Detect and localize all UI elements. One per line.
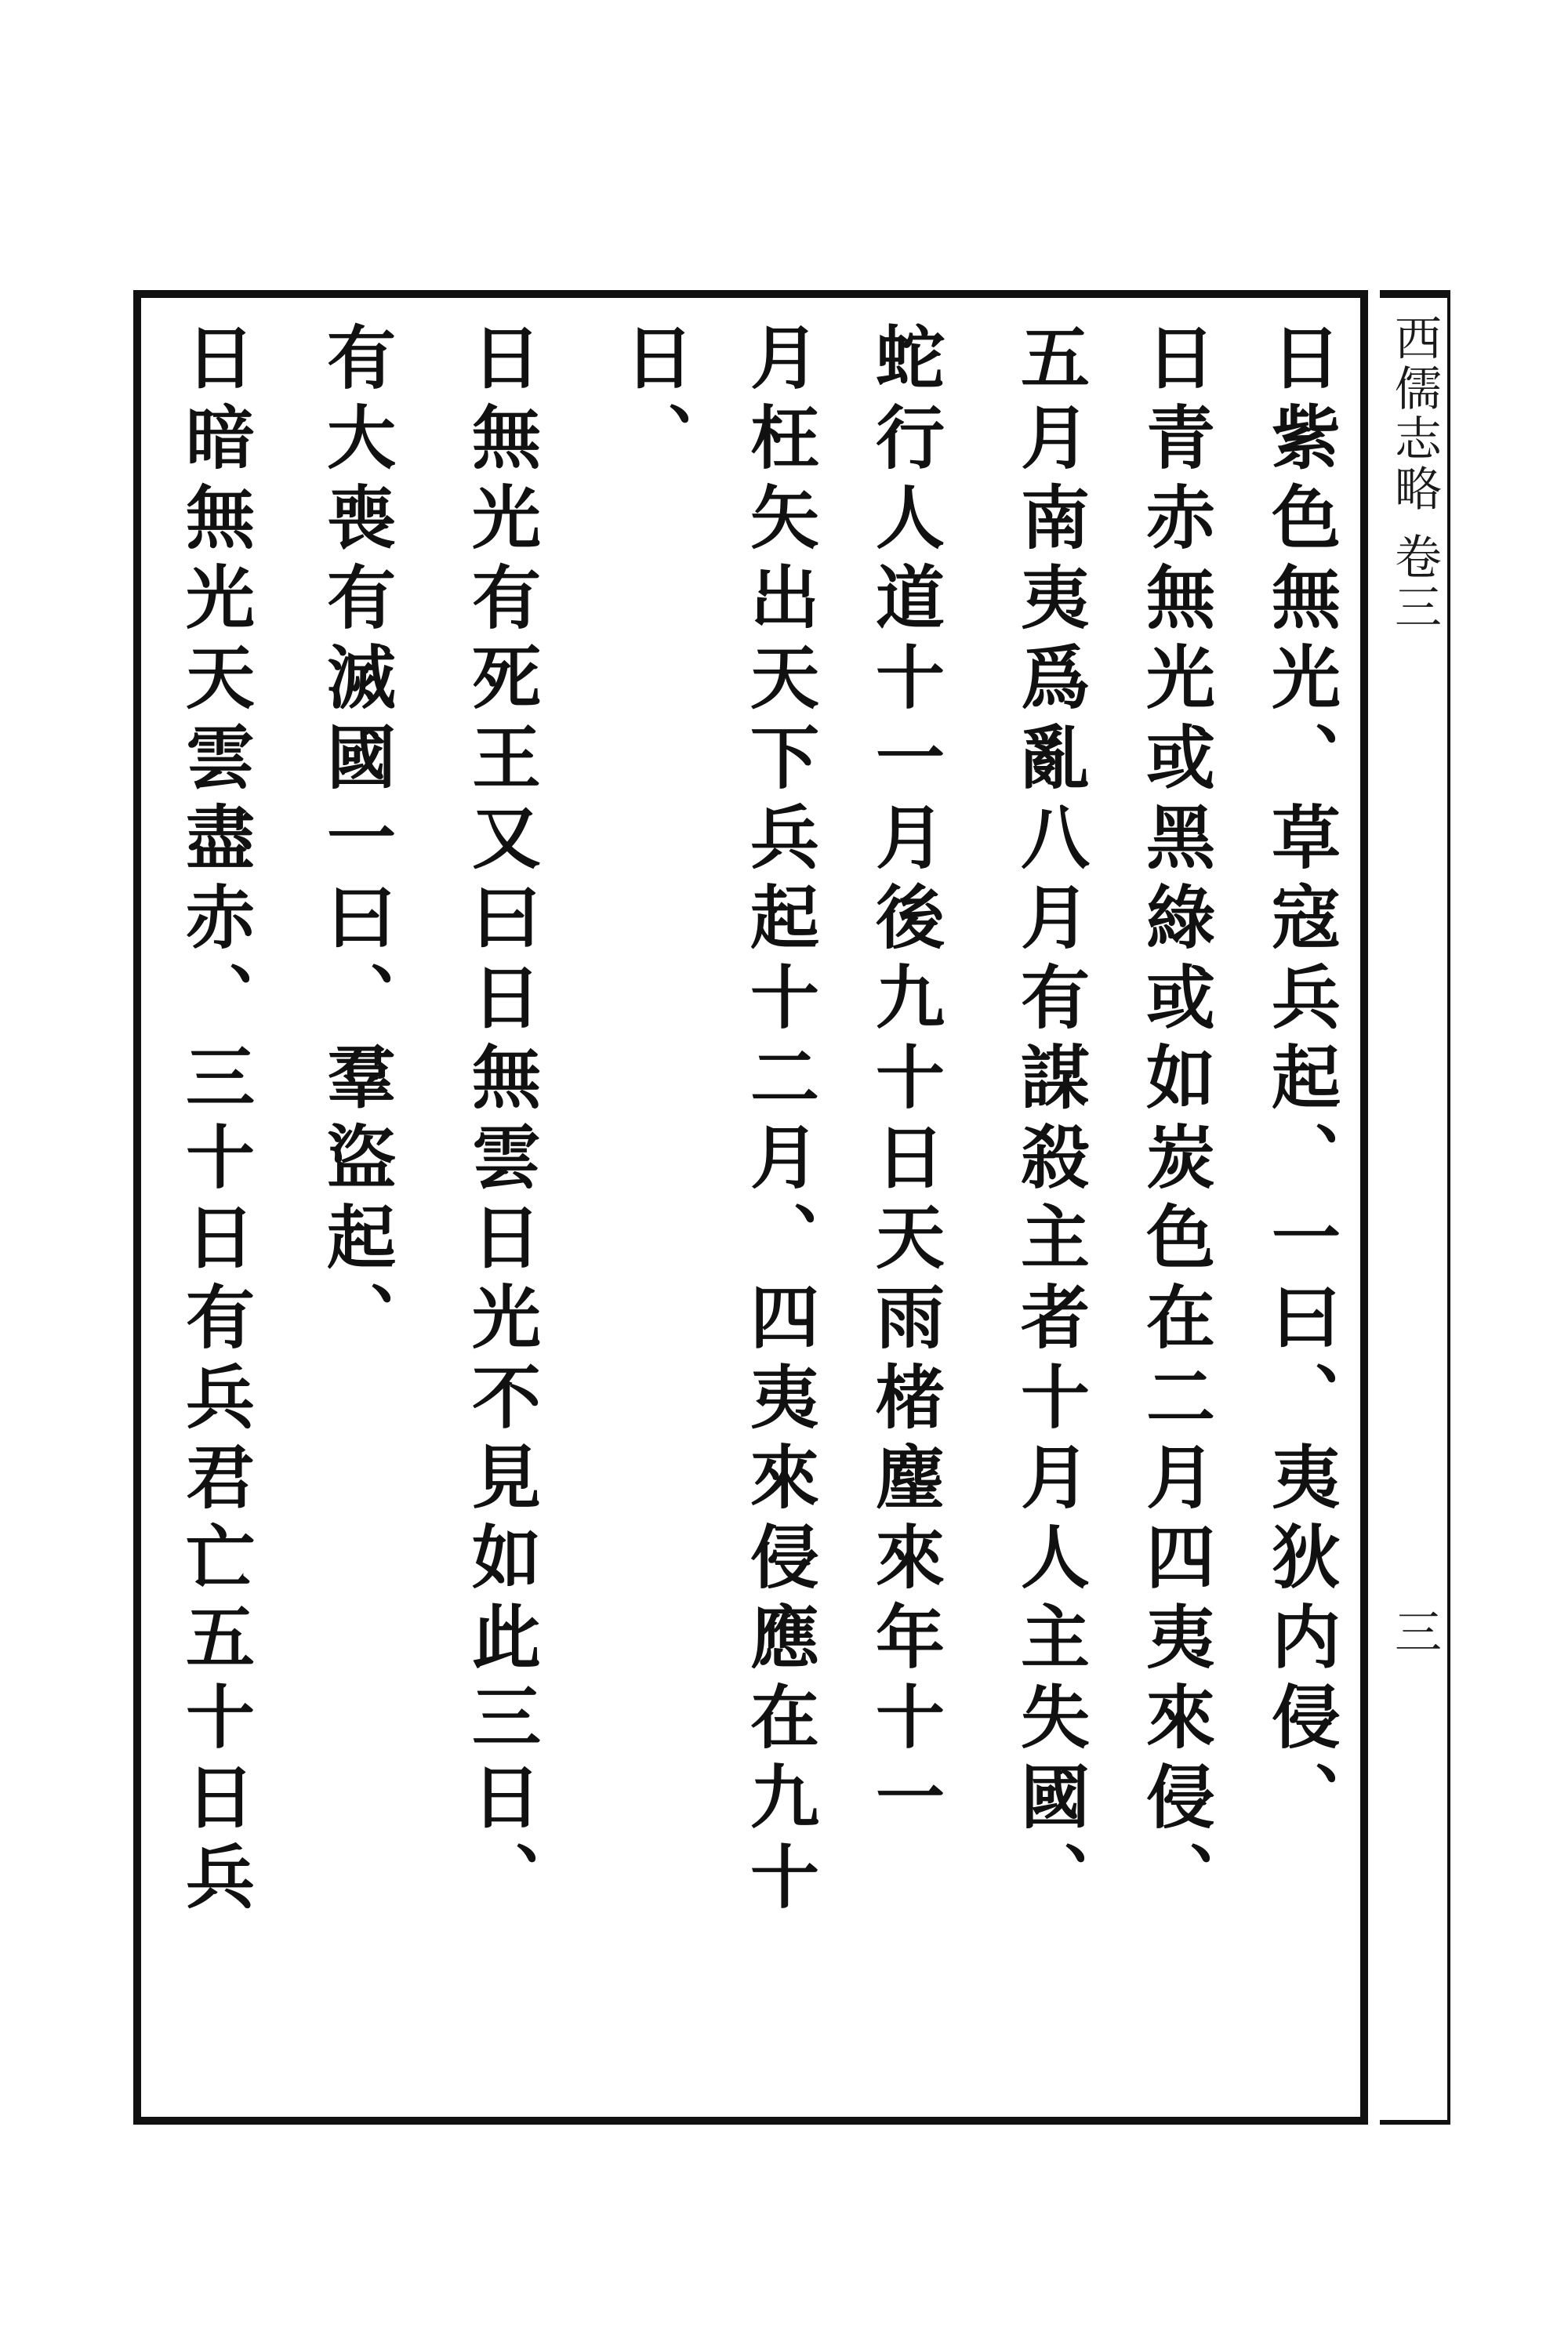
text-column-5: 月枉矢出天下兵起十二月、四夷來侵應在九十 [739, 321, 821, 1921]
text-column-8: 有大喪有滅國一曰、羣盜起、 [316, 321, 397, 1361]
text-column-4: 蛇行人道十一月後九十日天雨楮麈來年十一 [865, 321, 946, 1841]
text-column-7: 日無光有死王又曰日無雲日光不見如此三日、 [461, 321, 543, 1921]
text-column-6: 日、 [614, 321, 695, 481]
text-column-3: 五月南夷爲亂八月有謀殺主者十月人主失國、 [1010, 321, 1091, 1921]
text-column-2: 日青赤無光或黑綠或如炭色在二月四夷來侵、 [1135, 321, 1217, 1921]
text-column-9: 日暗無光天雲盡赤、三十日有兵君亡五十日兵 [175, 321, 256, 1921]
text-column-1: 日紫色無光、草寇兵起、一曰、夷狄内侵、 [1261, 321, 1342, 1841]
book-title: 西儒志略 卷三 [1387, 314, 1442, 633]
page-number: 三 [1387, 1607, 1442, 1654]
